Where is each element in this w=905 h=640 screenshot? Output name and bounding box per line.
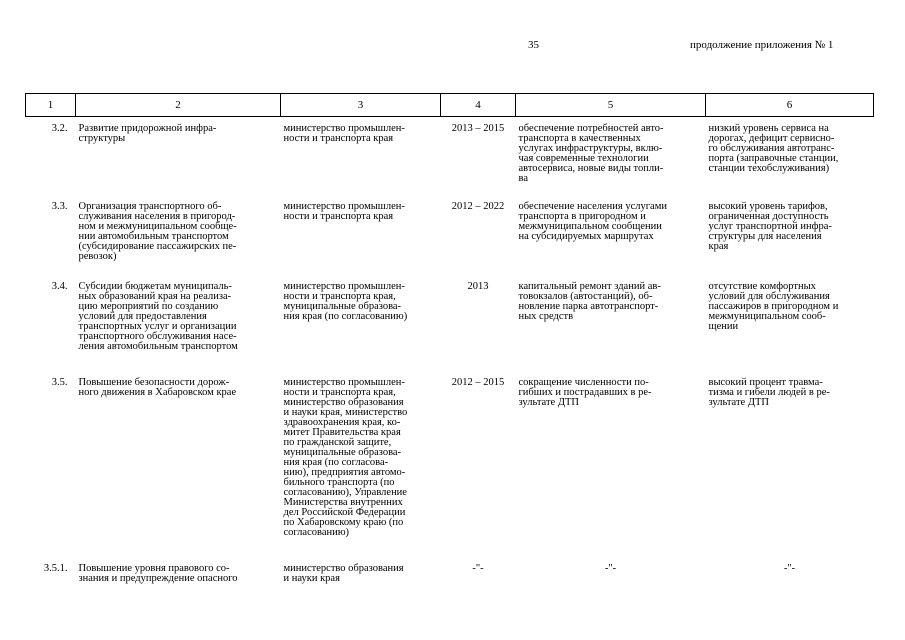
column-header-2: 2 [76,94,281,117]
executor: министерство промышлен- ности и транспорта края, муниципальные образова- ния края (по согласованию) [283,280,408,322]
column-header-5: 5 [516,94,706,117]
executor: министерство промышлен- ности и транспорта края, министерство образования и науки края, министерство здравоохранения края, ко- митет Правительства края по гражданской защите, муниципальные образова- ния края (по согласова- нию), предприятия автомо- бильного транспорта (по согласованию), Управление Министерства внутренних дел Российской Федерации по Хабаровскому краю (по согласованию) [283,376,408,538]
column-header-1: 1 [26,94,76,117]
period: 2013 – 2015 [451,123,505,134]
consequence: высокий уровень тарифов, ограниченная доступность услуг транспортной инфра- структуры для населения края [708,200,832,252]
table-row [26,557,874,587]
table-row [26,195,874,275]
column-header-4: 4 [441,94,516,117]
row-number: 3.3. [51,200,68,212]
row-number: 3.5.1. [43,562,68,574]
column-number-row [26,94,874,117]
expected-result: сокращение численности по- гибших и пострадавших в ре- зультате ДТП [518,376,652,408]
measure-name: Повышение уровня правового со- знания и предупреждение опасного [78,562,238,584]
row-number: 3.4. [51,280,68,292]
consequence: -"- [783,562,796,574]
expected-result: обеспечение потребностей авто- транспорта в качественных услугах инфраструктуры, вклю- чая современные технологии автосервиса, новые виды топли- ва [518,123,664,184]
measure-name: Повышение безопасности дорож- ного движения в Хабаровском крае [78,376,237,398]
consequence: низкий уровень сервиса на дорогах, дефицит сервисно- го обслуживания автотранс- порта (заправочные станции, станции техобслуживания) [708,123,839,174]
consequence: отсутствие комфортных условий для обслуживания пассажиров в пригородном и межмуниципальном сооб- щении [708,280,839,332]
measure-name: Субсидии бюджетам муниципаль- ных образований края на реализа- цию мероприятий по созданию условий для предоставления транспортных услуг и организации транспортного обслуживания насе- ления автомобильным транспортом [78,280,238,352]
table-row [26,117,874,195]
expected-result: -"- [604,562,617,574]
expected-result: капитальный ремонт зданий ав- товокзалов (автостанций), об- новление парка автотранспорт- ных средств [518,280,661,322]
column-header-6: 6 [706,94,874,117]
executor: министерство промышлен- ности и транспорта края [283,200,405,222]
table-row [26,275,874,371]
expected-result: обеспечение населения услугами транспорта в пригородном и межмуниципальном сообщении на субсидируемых маршрутах [518,200,667,242]
table-header [26,94,874,117]
consequence: высокий процент травма- тизма и гибели людей в ре- зультате ДТП [708,376,830,408]
period: 2012 – 2015 [451,376,505,388]
table-row [26,371,874,557]
measures-table [25,93,874,587]
period: 2012 – 2022 [451,200,505,212]
appendix-continuation-label: продолжение приложения № 1 [690,39,834,51]
row-number: 3.5. [51,376,68,388]
row-number: 3.2. [51,123,68,134]
measure-name: Развитие придорожной инфра- структуры [78,123,217,144]
period: 2013 [467,280,489,292]
page-number: 35 [528,39,539,51]
column-header-3: 3 [281,94,441,117]
period: -"- [472,562,484,574]
executor: министерство промышлен- ности и транспорта края [283,123,405,144]
executor: министерство образования и науки края [283,562,404,584]
measure-name: Организация транспортного об- служивания населения в пригород- ном и межмуниципальном сообще- нии автомобильным транспортом (субсидирование пассажирских пе- ревозок) [78,200,237,262]
